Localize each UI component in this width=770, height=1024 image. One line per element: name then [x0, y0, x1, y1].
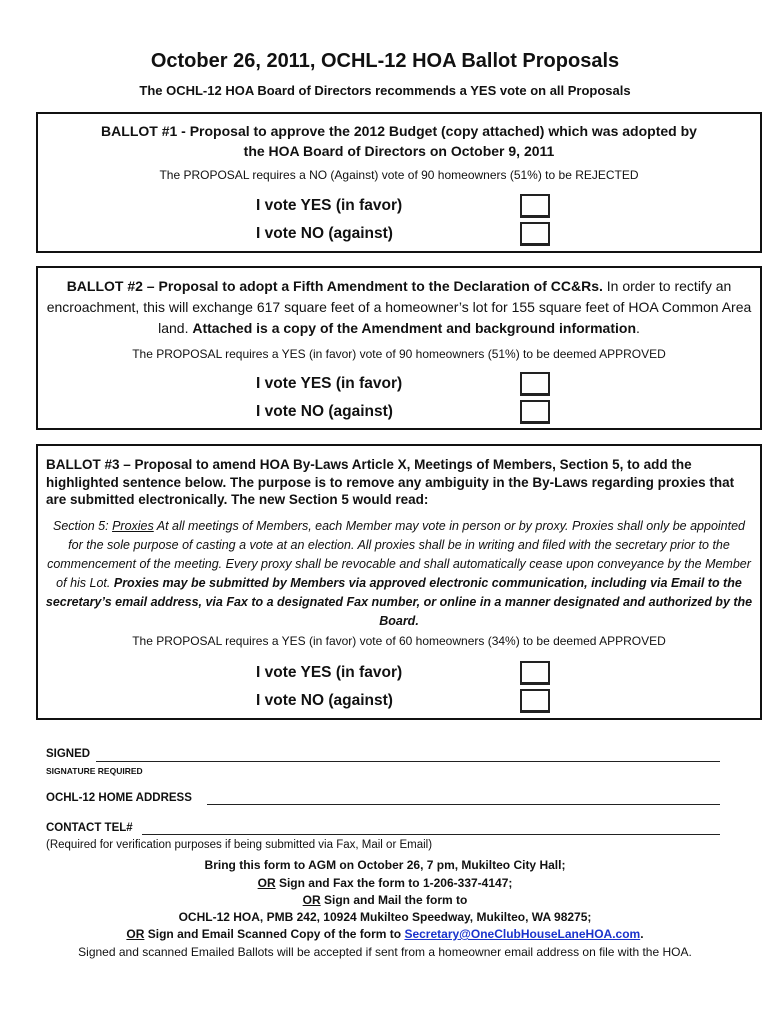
- footer-line-3: OR Sign and Mail the form to: [302, 893, 468, 907]
- ballot-2-yes-label: I vote YES (in favor): [256, 375, 403, 392]
- ballot-2-no-row: [256, 403, 576, 421]
- ballot-3-highlighted-sentence: Proxies may be submitted by Members via approved electronic communication, including via Email to the secretary’s email address, via Fax to a designated Fax number, or online in a manner designated and authorized by the Board.: [45, 576, 753, 628]
- address-field[interactable]: [207, 804, 720, 805]
- ballot-1-yes-label: I vote YES (in favor): [256, 197, 403, 214]
- email-link[interactable]: Secretary@OneClubHouseLaneHOA.com: [404, 927, 641, 941]
- footer-line-4: OCHL-12 HOA, PMB 242, 10924 Mukilteo Speedway, Mukilteo, WA 98275;: [178, 910, 592, 924]
- ballot-1-requirement: The PROPOSAL requires a NO (Against) vote of 90 homeowners (51%) to be REJECTED: [159, 168, 639, 182]
- footer-line-1: Bring this form to AGM on October 26, 7 pm, Mukilteo City Hall;: [204, 858, 566, 872]
- footer-line-2: OR Sign and Fax the form to 1-206-337-4147;: [257, 876, 513, 890]
- ballot-3-no-label: I vote NO (against): [256, 692, 393, 709]
- ballot-2-no-label: I vote NO (against): [256, 403, 393, 420]
- ballot-3-box: [36, 444, 762, 720]
- ballot-3-section-text: Section 5: Proxies At all meetings of Members, each Member may vote in person or by proxy. Proxies shall only be appointed for the sole purpose of casting a vote at an election. All proxies shall be in writing and filed with the secretary prior to the commencement of the meeting. Every proxy shall be revocable and shall automatically cease upon conveyance by the Member of his Lot. Proxies may be submitted by Members via approved electronic communication, including via Email to the secretary’s email address, via Fax to a designated Fax number, or online in a manner designated and authorized by the Board.: [45, 519, 753, 628]
- ballot-3-no-checkbox[interactable]: [520, 689, 550, 713]
- ballot-1-yes-row: [256, 197, 576, 215]
- ballot-1-yes-checkbox[interactable]: [520, 194, 550, 218]
- page-subtitle: The OCHL-12 HOA Board of Directors recommends a YES vote on all Proposals: [139, 83, 631, 98]
- ballot-2-requirement: The PROPOSAL requires a YES (in favor) vote of 90 homeowners (51%) to be deemed APPROVED: [132, 347, 666, 361]
- ballot-2-title: BALLOT #2 – Proposal to adopt a Fifth Amendment to the Declaration of CC&Rs. In order to rectify an encroachment, this will exchange 617 square feet of a homeowner’s lot for 155 square feet of HOA Common Area land. Attached is a copy of the Amendment and background information.: [46, 278, 752, 336]
- address-label: OCHL-12 HOME ADDRESS: [46, 792, 192, 804]
- ballot-3-yes-label: I vote YES (in favor): [256, 664, 403, 681]
- ballot-2-box: [36, 266, 762, 430]
- footer-note: Signed and scanned Emailed Ballots will be accepted if sent from a homeowner email address on file with the HOA.: [78, 945, 692, 959]
- ballot-2-yes-checkbox[interactable]: [520, 372, 550, 396]
- ballot-3-requirement: The PROPOSAL requires a YES (in favor) vote of 60 homeowners (34%) to be deemed APPROVED: [132, 634, 666, 648]
- ballot-3-yes-checkbox[interactable]: [520, 661, 550, 685]
- ballot-2-no-checkbox[interactable]: [520, 400, 550, 424]
- tel-field[interactable]: [142, 834, 720, 835]
- ballot-1-no-checkbox[interactable]: [520, 222, 550, 246]
- ballot-1-label: BALLOT #1: [101, 123, 178, 139]
- verification-note: (Required for verification purposes if being submitted via Fax, Mail or Email): [46, 839, 433, 851]
- footer-line-5: OR Sign and Email Scanned Copy of the form to Secretary@OneClubHouseLaneHOA.com.: [126, 927, 644, 941]
- ballot-1-title: BALLOT #1 - Proposal to approve the 2012 Budget (copy attached) which was adopted by the HOA Board of Directors on October 9, 2011: [101, 123, 697, 159]
- signature-note: SIGNATURE REQUIRED: [46, 766, 143, 776]
- ballot-1-box: [36, 112, 762, 253]
- ballot-3-yes-row: [256, 664, 576, 682]
- ballot-3-label: BALLOT #3: [46, 457, 120, 472]
- page-title: October 26, 2011, OCHL-12 HOA Ballot Proposals: [150, 50, 620, 72]
- ballot-1-no-label: I vote NO (against): [256, 225, 393, 242]
- signed-label: SIGNED: [46, 748, 91, 760]
- ballot-1-no-row: [256, 225, 576, 243]
- tel-label: CONTACT TEL#: [46, 822, 133, 834]
- ballot-3-title: BALLOT #3 – Proposal to amend HOA By-Laws Article X, Meetings of Members, Section 5, to add the highlighted sentence below. The purpose is to remove any ambiguity in the By-Laws regarding proxies that are submitted electronically. The new Section 5 would read:: [46, 457, 735, 507]
- ballot-2-yes-row: [256, 375, 576, 393]
- signature-field[interactable]: [96, 761, 720, 762]
- ballot-2-label: BALLOT #2: [66, 278, 143, 294]
- ballot-3-no-row: [256, 692, 576, 710]
